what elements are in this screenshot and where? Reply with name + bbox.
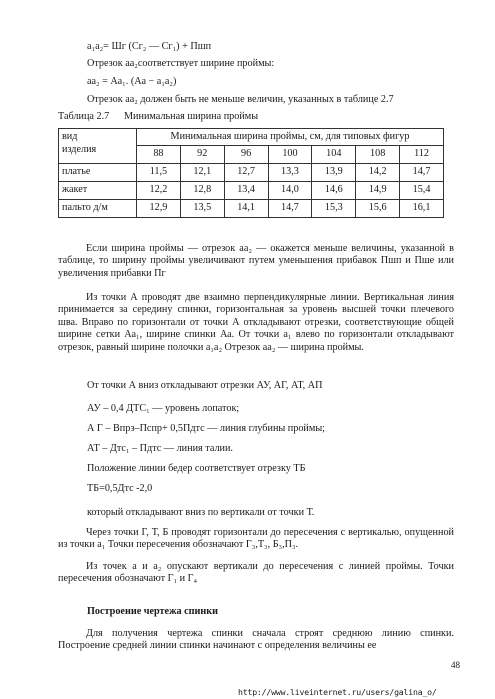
cell: 13,9 xyxy=(312,164,356,182)
table-row xyxy=(59,200,444,218)
cell: 16,1 xyxy=(400,200,444,218)
cell: 14,9 xyxy=(356,182,400,200)
formula-AU: АУ – 0,4 ДТС₁ — уровень лопаток; xyxy=(87,403,240,414)
cell: 14,7 xyxy=(400,164,444,182)
row-name: пальто д/м xyxy=(59,200,137,218)
header-size: 112 xyxy=(400,146,444,164)
cell: 12,9 xyxy=(137,200,181,218)
cell: 11,5 xyxy=(137,164,181,182)
segment-aa2-text: Отрезок аа₂соответствует ширине проймы: xyxy=(87,58,275,69)
header-garment-type: вид изделия xyxy=(59,129,137,164)
formula-AT: АТ – Дтс₁ – Пдтс — линия талии. xyxy=(87,443,233,454)
header-size: 88 xyxy=(137,146,181,164)
cell: 13,3 xyxy=(268,164,312,182)
formula-TB: ТБ=0,5Дтс -2,0 xyxy=(87,483,153,494)
note-aa2: Отрезок аа₂ должен быть не меньше величин, указанных в таблице 2.7 xyxy=(87,94,394,105)
formula-AG: А Г – Впрз–Пспр+ 0,5Пдтс — линия глубины проймы; xyxy=(87,423,326,434)
cell: 15,4 xyxy=(400,182,444,200)
row-name: жакет xyxy=(59,182,137,200)
paragraph-segments: От точки А вниз откладывают отрезки АУ, АГ, АТ, АП xyxy=(87,380,323,391)
cell: 13,5 xyxy=(180,200,224,218)
cell: 12,1 xyxy=(180,164,224,182)
footer-url: http://www.liveinternet.ru/users/galina_o/ xyxy=(238,687,437,697)
header-size: 104 xyxy=(312,146,356,164)
table-row xyxy=(59,182,444,200)
header-size: 108 xyxy=(356,146,400,164)
cell: 12,7 xyxy=(224,164,268,182)
cell: 14,6 xyxy=(312,182,356,200)
paragraph-back-drawing: Для получения чертежа спинки сначала строят среднюю линию спинки. Построение средней линии спинки начинают с определения величины ее xyxy=(58,628,454,652)
cell: 14,2 xyxy=(356,164,400,182)
cell: 14,7 xyxy=(268,200,312,218)
header-size: 100 xyxy=(268,146,312,164)
paragraph-horizontals: Через точки Г, Т, Б проводят горизонтали до пересечения с вертикалью, опущенной из точки а₁ Точки пересечения обозначают Г₃,Т₃, Б₃,П₃. xyxy=(58,527,454,551)
formula-aa2: аа₂ = Аа₁. (Аа − а₁а₂) xyxy=(87,76,177,87)
cell: 13,4 xyxy=(224,182,268,200)
paragraph-hip-line: Положение линии бедер соответствует отрезку ТБ xyxy=(87,463,306,474)
cell: 15,6 xyxy=(356,200,400,218)
table-caption-text: Минимальная ширина проймы xyxy=(124,111,259,122)
header-size: 96 xyxy=(224,146,268,164)
paragraph-down-from-T: который откладывают вниз по вертикали от точки Т. xyxy=(87,507,315,518)
paragraph-perpendicular-lines: Из точки А проводят две взаимно перпендикулярные линии. Вертикальная линия принимается за середину спинки, горизонтальная за уровень высшей точки плечевого шва. Вправо по горизонтали от точки А откладывают отрезки, соответствующие общей ширине сетки Аа₁, ширине спинки Аа. От точки а₁ влево по горизонтали откладывают отрезок, равный ширине полочки а₁а₂ Отрезок аа₂ — ширина проймы. xyxy=(58,292,454,353)
row-name: платье xyxy=(59,164,137,182)
header-size: 92 xyxy=(180,146,224,164)
formula-a1a2: a₁a₂= Шг (Сг₂ — Сг₁) + Пшп xyxy=(87,41,212,52)
cell: 15,3 xyxy=(312,200,356,218)
header-min-width: Минимальная ширина проймы, см, для типовых фигур xyxy=(137,129,444,146)
min-armhole-width-table xyxy=(58,128,444,218)
section-heading: Построение чертежа спинки xyxy=(87,606,218,617)
page-number: 48 xyxy=(451,660,460,670)
cell: 12,2 xyxy=(137,182,181,200)
paragraph-width-check: Если ширина проймы — отрезок аа₂ — окажется меньше величины, указанной в таблице, то ширину проймы увеличивают путем уменьшения прибавок Пшп и Пше или увеличения прибавки Пг xyxy=(58,243,454,279)
table-caption-number: Таблица 2.7 xyxy=(58,111,110,122)
table-row xyxy=(59,164,444,182)
cell: 12,8 xyxy=(180,182,224,200)
cell: 14,0 xyxy=(268,182,312,200)
paragraph-verticals: Из точек а и а₂ опускают вертикали до пересечения с линией проймы. Точки пересечения обозначают Г₁ и Г₄ xyxy=(58,561,454,585)
cell: 14,1 xyxy=(224,200,268,218)
